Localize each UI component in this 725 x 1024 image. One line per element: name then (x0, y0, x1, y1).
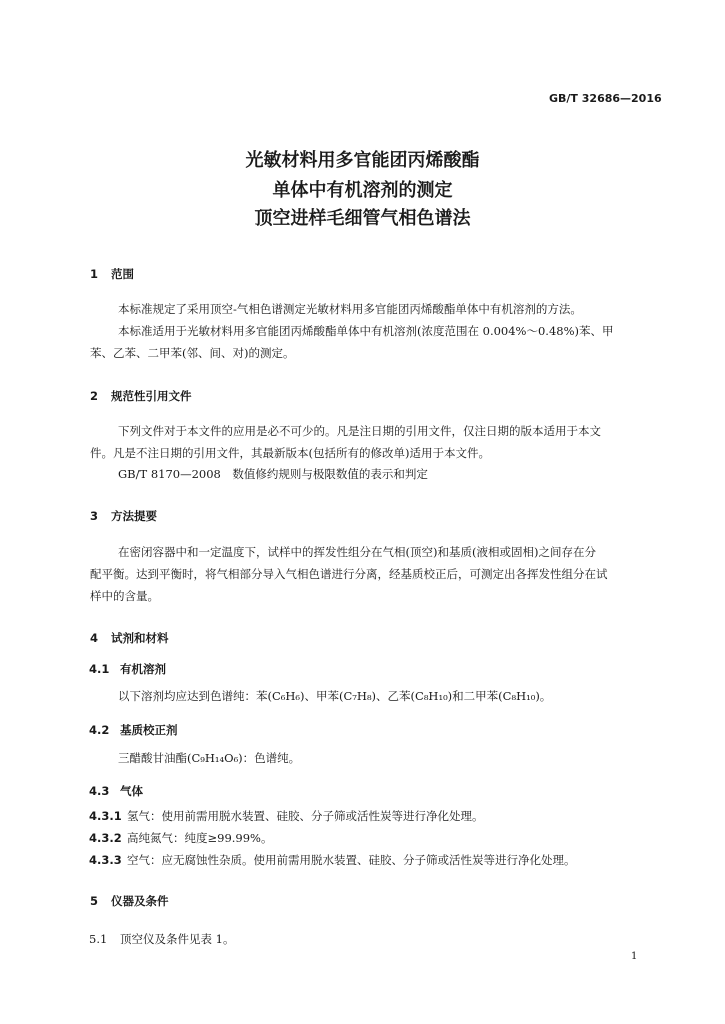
paragraph: 在密闭容器中和一定温度下，试样中的挥发性组分在气相(顶空)和基质(液相或固相)之间存在分 (118, 545, 596, 559)
section-title: 试剂和材料 (111, 631, 169, 645)
paragraph: 件。凡是不注日期的引用文件，其最新版本(包括所有的修改单)适用于本文件。 (90, 446, 490, 460)
clause-number: 4.3.2 (89, 831, 122, 845)
section-number: 3 (90, 509, 99, 523)
paragraph: 配平衡。达到平衡时，将气相部分导入气相色谱进行分离，经基质校正后，可测定出各挥发性组分在试 (90, 567, 608, 581)
section-title: 范围 (111, 267, 134, 281)
subsection-title: 有机溶剂 (120, 662, 166, 676)
paragraph (89, 928, 234, 950)
section-number: 4 (90, 631, 99, 645)
clause-text: 空气：应无腐蚀性杂质。使用前需用脱水装置、硅胶、分子筛或活性炭等进行净化处理。 (127, 853, 576, 867)
section-2-heading (90, 388, 192, 404)
clause-number: 4.3.3 (89, 853, 122, 867)
section-number: 1 (90, 267, 99, 281)
section-number: 2 (90, 389, 99, 403)
clause-text: 高纯氮气：纯度≥99.99%。 (127, 831, 273, 845)
clause-number: 4.3.1 (89, 809, 122, 823)
document-title-line-1: 光敏材料用多官能团丙烯酸酯 (245, 150, 480, 171)
subsection-title: 基质校正剂 (120, 723, 178, 737)
standard-number: GB/T 32686—2016 (549, 92, 662, 105)
subsection-4-2-heading (89, 722, 178, 738)
clause-number: 5.1 (89, 932, 108, 946)
section-3-heading (90, 508, 157, 524)
subsection-number: 4.1 (89, 662, 110, 676)
list-item (89, 827, 272, 849)
clause-text: 顶空仪及条件见表 1。 (120, 932, 235, 946)
section-number: 5 (90, 894, 99, 908)
paragraph: 三醋酸甘油酯(C₉H₁₄O₆)：色谱纯。 (118, 751, 301, 765)
normative-reference: GB/T 8170—2008 数值修约规则与极限数值的表示和判定 (118, 467, 428, 481)
paragraph: 样中的含量。 (90, 589, 159, 603)
section-title: 方法提要 (111, 509, 157, 523)
paragraph: 下列文件对于本文件的应用是必不可少的。凡是注日期的引用文件，仅注日期的版本适用于本文 (118, 424, 601, 438)
subsection-number: 4.3 (89, 784, 110, 798)
subsection-4-1-heading (89, 661, 166, 677)
subsection-4-3-heading (89, 783, 143, 799)
list-item (89, 849, 576, 871)
section-title: 仪器及条件 (111, 894, 169, 908)
section-4-heading (90, 630, 169, 646)
document-title-line-3: 顶空进样毛细管气相色谱法 (254, 208, 471, 229)
page-number: 1 (631, 951, 638, 962)
paragraph: 本标准适用于光敏材料用多官能团丙烯酸酯单体中有机溶剂(浓度范围在 0.004%～0.48%)苯、甲 (118, 324, 614, 338)
list-item (89, 805, 484, 827)
subsection-number: 4.2 (89, 723, 110, 737)
paragraph: 以下溶剂均应达到色谱纯：苯(C₆H₆)、甲苯(C₇H₈)、乙苯(C₈H₁₀)和二甲苯(C₈H₁₀)。 (118, 689, 552, 703)
paragraph: 本标准规定了采用顶空-气相色谱测定光敏材料用多官能团丙烯酸酯单体中有机溶剂的方法。 (118, 302, 582, 316)
clause-text: 氢气：使用前需用脱水装置、硅胶、分子筛或活性炭等进行净化处理。 (127, 809, 484, 823)
document-title-line-2: 单体中有机溶剂的测定 (272, 180, 453, 201)
section-1-heading (90, 266, 134, 282)
paragraph: 苯、乙苯、二甲苯(邻、间、对)的测定。 (90, 346, 295, 360)
subsection-title: 气体 (120, 784, 143, 798)
section-5-heading (90, 893, 169, 909)
section-title: 规范性引用文件 (111, 389, 192, 403)
